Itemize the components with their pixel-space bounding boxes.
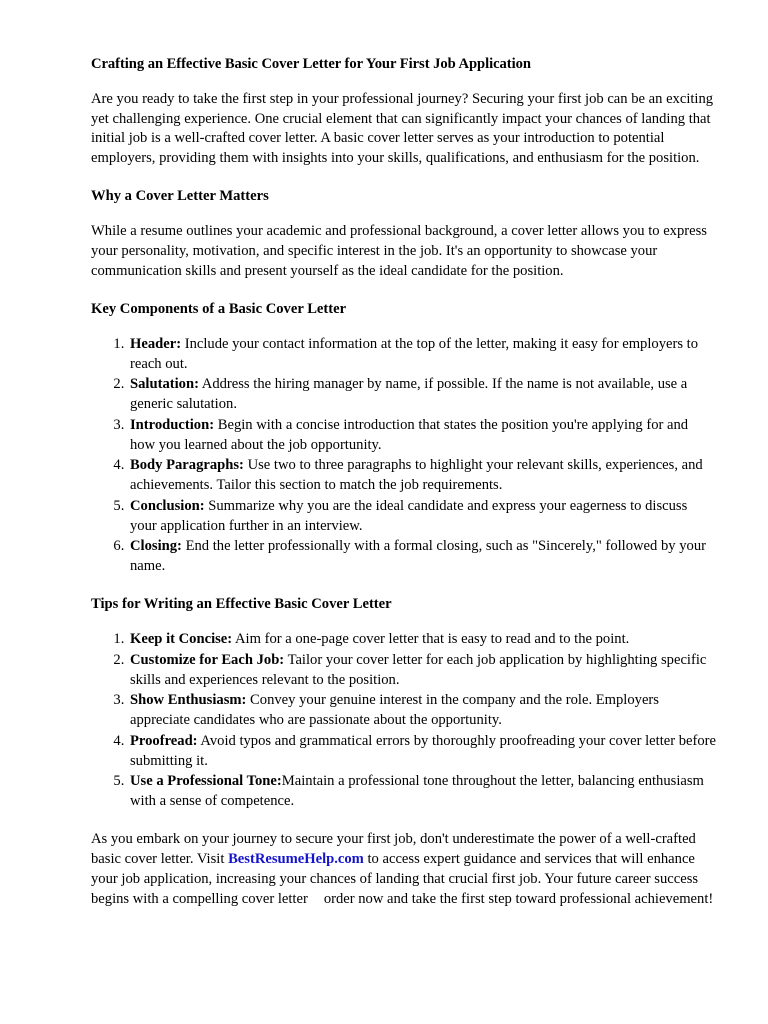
section-heading-tips: Tips for Writing an Effective Basic Cover Letter — [91, 596, 392, 613]
list-item — [128, 375, 716, 415]
list-item-lead: Header: — [130, 335, 182, 352]
closing-text-after-link: to access expert guidance and services that will enhance your job application, increasing your chances of landing that crucial first job. Your future career success begins with a compelling cover letter — [91, 851, 699, 907]
list-item — [128, 772, 716, 812]
list-item-lead: Body Paragraphs: — [130, 457, 244, 474]
list-item-lead: Conclusion: — [130, 497, 205, 514]
list-item-text: Summarize why you are the ideal candidate and express your eagerness to discuss your application further in an interview. — [130, 497, 688, 534]
list-item — [128, 537, 716, 577]
section-paragraph-why-cover-letter-matters: While a resume outlines your academic and professional background, a cover letter allows you to express your personality, motivation, and specific interest in the job. It's an opportunity to showcase your communication skills and present yourself as the ideal candidate for the position. — [91, 223, 707, 280]
list-item — [128, 630, 716, 650]
bestresumehelp-link[interactable]: BestResumeHelp.com — [228, 851, 364, 867]
list-item-text: Include your contact information at the top of the letter, making it easy for employers to reach out. — [130, 335, 699, 372]
intro-paragraph: Are you ready to take the first step in your professional journey? Securing your first job can be an exciting yet challenging experience. One crucial element that can significantly impact your chances of landing that initial job is a well-crafted cover letter. A basic cover letter serves as your introduction to potential employers, providing them with insights into your skills, qualifications, and enthusiasm for the position. — [91, 90, 714, 167]
list-item-lead: Salutation: — [130, 376, 199, 393]
list-item — [128, 732, 716, 772]
list-item-text: Begin with a concise introduction that states the position you're applying for and how you learned about the job opportunity. — [130, 416, 689, 453]
list-item — [128, 456, 716, 496]
list-item — [128, 335, 716, 375]
section-heading-why-cover-letter-matters: Why a Cover Letter Matters — [91, 188, 269, 205]
key-components-list — [91, 335, 716, 577]
list-item-lead: Proofread: — [130, 732, 198, 749]
list-item-text: Tailor your cover letter for each job application by highlighting specific skills and experiences relevant to the position. — [130, 651, 707, 688]
list-item-text: Avoid typos and grammatical errors by thoroughly proofreading your cover letter before submitting it. — [130, 732, 717, 769]
list-item-text: Maintain a professional tone throughout the letter, balancing enthusiasm with a sense of competence. — [130, 773, 704, 810]
list-item-lead: Closing: — [130, 538, 182, 555]
page-title: Crafting an Effective Basic Cover Letter for Your First Job Application — [91, 56, 531, 72]
closing-text-after-gap: order now and take the first step toward professional achievement! — [323, 890, 714, 907]
list-item-text: Aim for a one-page cover letter that is easy to read and to the point. — [234, 631, 630, 648]
list-item — [128, 651, 716, 691]
tips-list — [91, 630, 716, 812]
list-item-lead: Introduction: — [130, 416, 215, 433]
list-item-lead: Customize for Each Job: — [130, 651, 285, 668]
list-item-lead: Use a Professional Tone: — [130, 773, 282, 790]
list-item-text: End the letter professionally with a formal closing, such as "Sincerely," followed by your name. — [130, 538, 706, 575]
list-item — [128, 691, 716, 731]
section-heading-key-components: Key Components of a Basic Cover Letter — [91, 300, 347, 317]
list-item-text: Convey your genuine interest in the company and the role. Employers appreciate candidates who are passionate about the opportunity. — [130, 692, 659, 729]
list-item-text: Use two to three paragraphs to highlight your relevant skills, experiences, and achievements. Tailor this section to match the job requirements. — [130, 457, 703, 494]
closing-paragraph — [91, 830, 716, 910]
list-item — [128, 416, 716, 456]
list-item-text: Address the hiring manager by name, if possible. If the name is not available, use a generic salutation. — [130, 376, 688, 413]
closing-text-before-link: As you embark on your journey to secure your first job, don't underestimate the power of a well-crafted basic cover letter. Visit — [91, 831, 696, 867]
list-item-lead: Keep it Concise: — [130, 631, 233, 648]
list-item — [128, 497, 716, 537]
list-item-lead: Show Enthusiasm: — [130, 692, 247, 709]
